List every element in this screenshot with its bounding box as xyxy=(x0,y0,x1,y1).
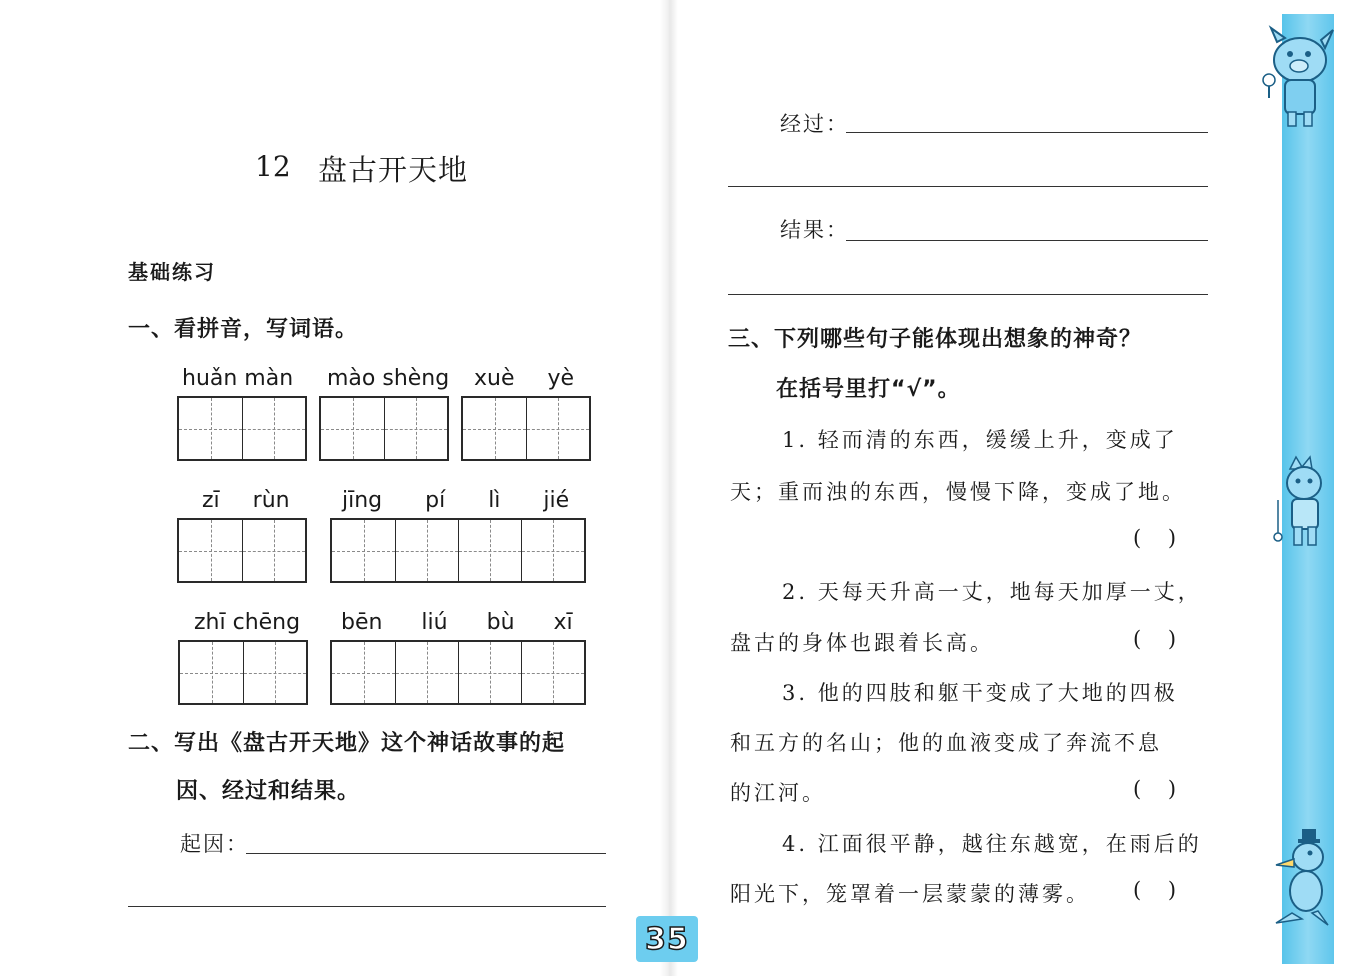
process-answer-line-2[interactable] xyxy=(728,186,1208,187)
grid-cell[interactable] xyxy=(179,398,242,459)
grid-cell[interactable] xyxy=(521,520,584,581)
result-answer-line[interactable] xyxy=(846,240,1208,241)
page-number: 35 xyxy=(645,921,689,957)
pinyin-label: huǎn màn xyxy=(182,366,294,391)
question-1-heading: 一、看拼音，写词语。 xyxy=(128,317,359,342)
cartoon-bird-icon xyxy=(1262,825,1338,930)
grid-cell[interactable] xyxy=(458,520,521,581)
question-3-heading-cont: 在括号里打“√”。 xyxy=(776,377,961,402)
item-4-line-1: 4. 江面很平静，越往东越宽，在雨后的 xyxy=(782,832,1202,856)
cause-answer-line[interactable] xyxy=(246,853,606,854)
item-2-answer-parentheses[interactable]: ( ) xyxy=(1133,627,1177,651)
grid-cell[interactable] xyxy=(395,520,458,581)
page-number-badge xyxy=(636,916,698,962)
grid-cell[interactable] xyxy=(526,398,589,459)
item-4-answer-parentheses[interactable]: ( ) xyxy=(1133,878,1177,902)
item-3-line-3: 的江河。 xyxy=(730,781,826,805)
lesson-title: 盘古开天地 xyxy=(318,153,469,187)
item-3-line-1: 3. 他的四肢和躯干变成了大地的四极 xyxy=(782,681,1178,705)
writing-grid[interactable] xyxy=(319,396,449,461)
writing-grid[interactable] xyxy=(178,640,308,705)
pinyin-label: bēn liú bù xī xyxy=(341,610,573,635)
pinyin-label: zhī chēng xyxy=(194,610,301,635)
item-1-line-1: 1. 轻而清的东西，缓缓上升，变成了 xyxy=(782,428,1178,452)
grid-cell[interactable] xyxy=(332,520,395,581)
question-3-heading: 三、下列哪些句子能体现出想象的神奇？ xyxy=(728,327,1143,352)
pinyin-label: xuè yè xyxy=(474,366,575,391)
grid-cell[interactable] xyxy=(384,398,447,459)
grid-cell[interactable] xyxy=(243,642,306,703)
item-2-line-1: 2. 天每天升高一丈，地每天加厚一丈， xyxy=(782,580,1202,604)
cartoon-pig-icon xyxy=(1255,20,1339,130)
result-answer-line-2[interactable] xyxy=(728,294,1208,295)
grid-cell[interactable] xyxy=(179,520,242,581)
writing-grid[interactable] xyxy=(177,518,307,583)
item-3-answer-parentheses[interactable]: ( ) xyxy=(1133,777,1177,801)
grid-cell[interactable] xyxy=(180,642,243,703)
process-answer-line[interactable] xyxy=(846,132,1208,133)
writing-grid[interactable] xyxy=(330,518,586,583)
pinyin-label: jīng pí lì jié xyxy=(342,488,570,513)
item-4-line-2: 阳光下，笼罩着一层蒙蒙的薄雾。 xyxy=(730,882,1090,906)
grid-cell[interactable] xyxy=(332,642,395,703)
grid-cell[interactable] xyxy=(463,398,526,459)
book-fold xyxy=(660,0,678,976)
grid-cell[interactable] xyxy=(395,642,458,703)
grid-cell[interactable] xyxy=(242,520,305,581)
item-2-line-2: 盘古的身体也跟着长高。 xyxy=(730,631,994,655)
pinyin-label: mào shèng xyxy=(327,366,450,391)
item-3-line-2: 和五方的名山；他的血液变成了奔流不息 xyxy=(730,731,1162,755)
pinyin-label: zī rùn xyxy=(202,488,290,513)
grid-cell[interactable] xyxy=(242,398,305,459)
grid-cell[interactable] xyxy=(458,642,521,703)
question-2-heading-cont: 因、经过和结果。 xyxy=(176,779,361,804)
cartoon-dog-yoyo-icon xyxy=(1268,455,1338,555)
cause-answer-line-2[interactable] xyxy=(128,906,606,907)
item-1-answer-parentheses[interactable]: ( ) xyxy=(1133,526,1177,550)
section-label: 基础练习 xyxy=(128,260,216,284)
writing-grid[interactable] xyxy=(461,396,591,461)
writing-grid[interactable] xyxy=(177,396,307,461)
process-label: 经过： xyxy=(780,112,849,136)
result-label: 结果： xyxy=(780,218,849,242)
grid-cell[interactable] xyxy=(521,642,584,703)
grid-cell[interactable] xyxy=(321,398,384,459)
lesson-number: 12 xyxy=(255,150,291,183)
cause-label: 起因： xyxy=(180,832,249,856)
writing-grid[interactable] xyxy=(330,640,586,705)
question-2-heading: 二、写出《盘古开天地》这个神话故事的起 xyxy=(128,731,566,756)
item-1-line-2: 天；重而浊的东西，慢慢下降，变成了地。 xyxy=(730,480,1186,504)
